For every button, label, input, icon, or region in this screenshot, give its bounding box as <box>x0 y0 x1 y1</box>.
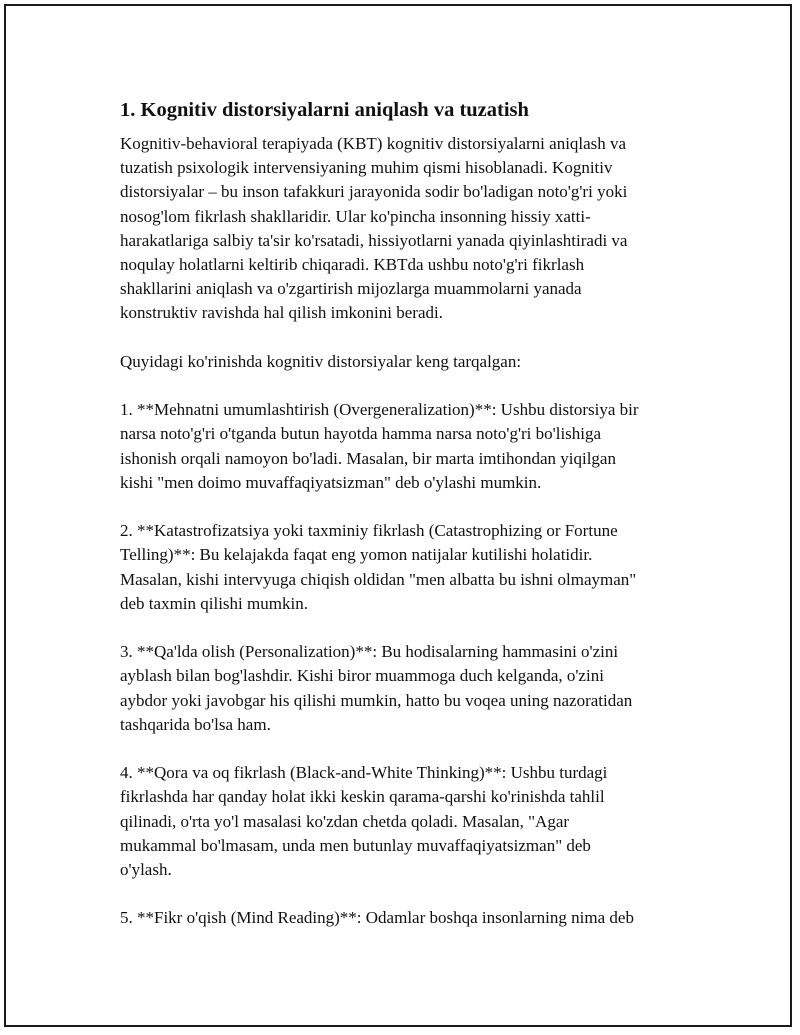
text-line: narsa noto'g'ri o'tganda butun hayotda hamma narsa noto'g'ri bo'lishiga <box>120 424 602 444</box>
text-line: 1. **Mehnatni umumlashtirish (Overgeneralization)**: Ushbu distorsiya bir <box>120 400 639 420</box>
text-line: qilinadi, o'rta yo'l masalasi ko'zdan chetda qoladi. Masalan, "Agar <box>120 811 570 831</box>
text-line: deb taxmin qilishi mumkin. <box>120 593 308 613</box>
intro-paragraph <box>120 132 690 326</box>
list-item-3 <box>120 640 690 737</box>
text-line: ayblash bilan bog'lashdir. Kishi biror muammoga duch kelganda, o'zini <box>120 666 604 686</box>
list-intro-paragraph <box>120 350 690 374</box>
text-line: Kognitiv-behavioral terapiyada (KBT) kognitiv distorsiyalarni aniqlash va <box>120 134 627 153</box>
text-line: Telling)**: Bu kelajakda faqat eng yomon natijalar kutilishi holatidir. <box>120 545 593 565</box>
text-line: ishonish orqali namoyon bo'ladi. Masalan, bir marta imtihondan yiqilgan <box>120 448 616 468</box>
text-line: 3. **Qa'lda olish (Personalization)**: Bu hodisalarning hammasini o'zini <box>120 642 619 662</box>
list-item-4 <box>120 761 690 882</box>
text-line: kishi "men doimo muvaffaqiyatsizman" deb o'ylashi mumkin. <box>120 472 542 492</box>
document-body <box>120 98 690 955</box>
text-line: tashqarida bo'lsa ham. <box>120 714 271 734</box>
text-line: o'ylash. <box>120 860 172 880</box>
text-line: fikrlashda har qanday holat ikki keskin qarama-qarshi ko'rinishda tahlil <box>120 787 605 807</box>
text-line: harakatlariga salbiy ta'sir ko'rsatadi, hissiyotlarni yanada qiyinlashtiradi va <box>120 230 628 250</box>
text-line: 5. **Fikr o'qish (Mind Reading)**: Odamlar boshqa insonlarning nima deb <box>120 908 634 928</box>
list-item-1 <box>120 398 690 495</box>
document-title: 1. Kognitiv distorsiyalarni aniqlash va tuzatish <box>120 99 529 121</box>
text-line: mukammal bo'lmasam, unda men butunlay muvaffaqiyatsizman" deb <box>120 835 591 855</box>
text-line: distorsiyalar – bu inson tafakkuri jarayonida sodir bo'ladigan noto'g'ri yoki <box>120 182 628 202</box>
text-line: Quyidagi ko'rinishda kognitiv distorsiyalar keng tarqalgan: <box>120 351 522 371</box>
text-line: 2. **Katastrofizatsiya yoki taxminiy fikrlash (Catastrophizing or Fortune <box>120 521 618 541</box>
text-line: nosog'lom fikrlash shakllaridir. Ular ko'pincha insonning hissiy xatti- <box>120 206 591 226</box>
text-line: tuzatish psixologik intervensiyaning muhim qismi hisoblanadi. Kognitiv <box>120 158 613 178</box>
list-item-5 <box>120 906 690 930</box>
text-line: shakllarini aniqlash va o'zgartirish mijozlarga muammolarni yanada <box>120 279 582 299</box>
text-line: noqulay holatlarni keltirib chiqaradi. KBTda ushbu noto'g'ri fikrlash <box>120 255 585 275</box>
text-line: konstruktiv ravishda hal qilish imkonini beradi. <box>120 303 443 323</box>
page-frame <box>4 4 792 1027</box>
text-line: aybdor yoki javobgar his qilishi mumkin, hatto bu voqea uning nazoratidan <box>120 690 633 710</box>
list-item-2 <box>120 519 690 616</box>
text-line: 4. **Qora va oq fikrlash (Black-and-White Thinking)**: Ushbu turdagi <box>120 763 608 783</box>
text-line: Masalan, kishi intervyuga chiqish oldidan "men albatta bu ishni olmayman" <box>120 569 637 589</box>
